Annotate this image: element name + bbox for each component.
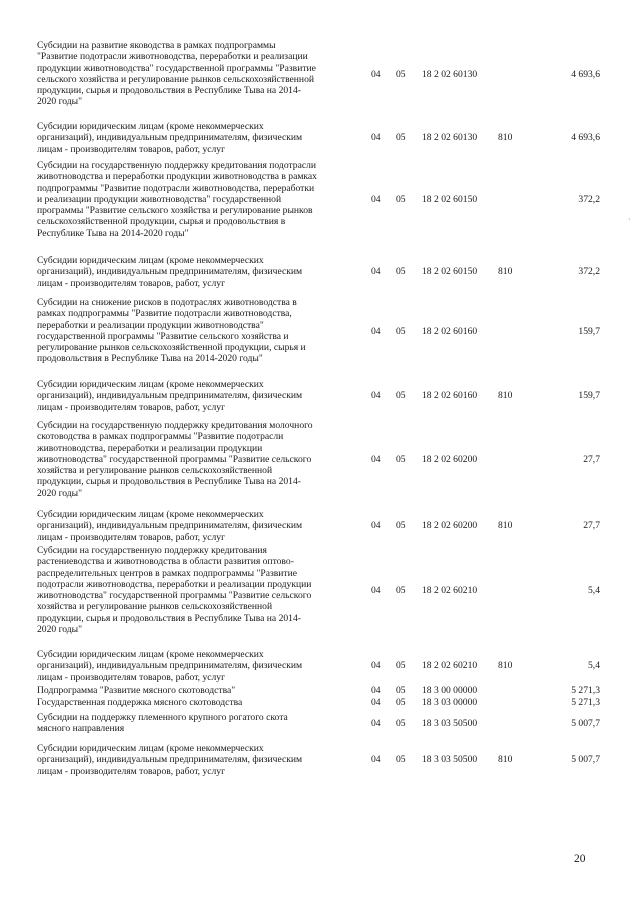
expense-type-code: 810 [498, 266, 513, 277]
subsection-code: 05 [396, 660, 406, 671]
row-description: Субсидии юридическим лицам (кроме некоммерческих организаций), индивидуальным предпринимателям, физическим лицам - производителям товаров, работ, услуг [37, 255, 303, 289]
amount: 5 271,3 [571, 697, 600, 708]
target-article-code: 18 3 03 50500 [422, 717, 478, 729]
section-code: 04 [371, 68, 381, 80]
row-description: Субсидии на государственную поддержку кредитования молочного скотоводства в рамках подпрограммы "Развитие подотрасли животноводства, переработки и реализации продукции животноводства" государственной программы "Развитие сельского хозяйства и регулирование рынков сельскохозяйственной продукции, сырья и продовольствия в Республике Тыва на 2014- 2020 годы" [37, 420, 313, 499]
row-description: Субсидии юридическим лицам (кроме некоммерческих организаций), индивидуальным предпринимателям, физическим лицам - производителям товаров, работ, услуг [37, 379, 303, 413]
target-article-code: 18 2 02 60130 [422, 68, 478, 80]
row-description: Подпрограмма "Развитие мясного скотоводства" [37, 685, 236, 696]
subsection-code: 05 [396, 266, 406, 277]
section-code: 04 [371, 584, 381, 596]
subsection-code: 05 [396, 520, 406, 531]
row-description: Субсидии юридическим лицам (кроме некоммерческих организаций), индивидуальным предпринимателям, физическим лицам - производителям товаров, работ, услуг [37, 743, 303, 777]
section-code: 04 [371, 717, 381, 729]
section-code: 04 [371, 754, 381, 765]
amount: 27,7 [583, 454, 600, 465]
row-description: Субсидии юридическим лицам (кроме некоммерческих организаций), индивидуальным предпринимателям, физическим лицам - производителям товаров, работ, услуг [37, 509, 303, 543]
expense-type-code: 810 [498, 132, 513, 143]
amount: 4 693,6 [571, 68, 600, 80]
amount: 5,4 [588, 660, 600, 671]
target-article-code: 18 2 02 60200 [422, 454, 478, 465]
section-code: 04 [371, 697, 381, 708]
section-code: 04 [371, 194, 381, 205]
target-article-code: 18 2 02 60130 [422, 132, 478, 143]
amount: 372,2 [578, 266, 600, 277]
target-article-code: 18 2 02 60150 [422, 266, 478, 277]
expense-type-code: 810 [498, 754, 513, 765]
target-article-code: 18 2 02 60150 [422, 194, 478, 205]
amount: 5 007,7 [571, 717, 600, 729]
target-article-code: 18 3 00 00000 [422, 685, 478, 696]
expense-type-code: 810 [498, 520, 513, 531]
section-code: 04 [371, 685, 381, 696]
section-code: 04 [371, 390, 381, 401]
amount: 159,7 [578, 325, 600, 337]
subsection-code: 05 [396, 754, 406, 765]
subsection-code: 05 [396, 68, 406, 80]
section-code: 04 [371, 520, 381, 531]
subsection-code: 05 [396, 194, 406, 205]
subsection-code: 05 [396, 390, 406, 401]
amount: 5,4 [588, 584, 600, 596]
section-code: 04 [371, 132, 381, 143]
target-article-code: 18 2 02 60160 [422, 390, 478, 401]
section-code: 04 [371, 325, 381, 337]
subsection-code: 05 [396, 685, 406, 696]
target-article-code: 18 2 02 60200 [422, 520, 478, 531]
amount: 4 693,6 [571, 132, 600, 143]
subsection-code: 05 [396, 132, 406, 143]
subsection-code: 05 [396, 717, 406, 729]
subsection-code: 05 [396, 584, 406, 596]
target-article-code: 18 2 02 60160 [422, 325, 478, 337]
row-description: Субсидии на снижение рисков в подотраслях животноводства в рамках подпрограммы "Развитие подотрасли животноводства, переработки и реализации продукции животноводства" государственной программы "Развитие сельского хозяйства и регулирование рынков сельскохозяйственной продукции, сырья и продовольствия в Республике Тыва на 2014-2020 годы" [37, 297, 306, 365]
subsection-code: 05 [396, 454, 406, 465]
target-article-code: 18 3 03 50500 [422, 754, 478, 765]
subsection-code: 05 [396, 697, 406, 708]
expense-type-code: 810 [498, 660, 513, 671]
target-article-code: 18 2 02 60210 [422, 660, 478, 671]
page-number: 20 [574, 853, 586, 865]
amount: 27,7 [583, 520, 600, 531]
row-description: Субсидии юридическим лицам (кроме некоммерческих организаций), индивидуальным предпринимателям, физическим лицам - производителям товаров, работ, услуг [37, 649, 303, 683]
expense-type-code: 810 [498, 390, 513, 401]
row-description: Государственная поддержка мясного скотоводства [37, 697, 243, 708]
row-description: Субсидии на развитие яководства в рамках подпрограммы "Развитие подотрасли животноводства, переработки и реализации продукции животноводства" государственной программы "Развитие сельского хозяйства и регулирование рынков сельскохозяйственной продукции, сырья и продовольствия в Республике Тыва на 2014- 2020 годы" [37, 40, 316, 108]
row-description: Субсидии на государственную поддержку кредитования растениеводства и животноводства в области развития оптово- распределительных центров в рамках подпрограммы "Развитие подотрасли животноводства, переработки и реализации продукции животноводства" государственной программы "Развитие сельского хозяйства и регулирование рынков сельскохозяйственной продукции, сырья и продовольствия в Республике Тыва на 2014- 2020 годы" [37, 545, 312, 636]
amount: 5 271,3 [571, 685, 600, 696]
section-code: 04 [371, 660, 381, 671]
amount: 159,7 [578, 390, 600, 401]
section-code: 04 [371, 266, 381, 277]
row-description: Субсидии на государственную поддержку кредитования подотрасли животноводства и переработки продукции животноводства в рамках подпрограммы "Развитие подотрасли животноводства, переработки и реализации продукции животноводства" государственной программы "Развитие сельского хозяйства и регулирование рынков сельскохозяйственной продукции, сырья и продовольствия в Республике Тыва на 2014-2020 годы" [37, 160, 317, 239]
target-article-code: 18 2 02 60210 [422, 584, 478, 596]
row-description: Субсидии юридическим лицам (кроме некоммерческих организаций), индивидуальным предпринимателям, физическим лицам - производителям товаров, работ, услуг [37, 121, 303, 155]
subsection-code: 05 [396, 325, 406, 337]
scan-speck: · [628, 215, 631, 224]
target-article-code: 18 3 03 00000 [422, 697, 478, 708]
amount: 372,2 [578, 194, 600, 205]
row-description: Субсидии на поддержку племенного крупного рогатого скота мясного направления [37, 712, 288, 735]
amount: 5 007,7 [571, 754, 600, 765]
section-code: 04 [371, 454, 381, 465]
